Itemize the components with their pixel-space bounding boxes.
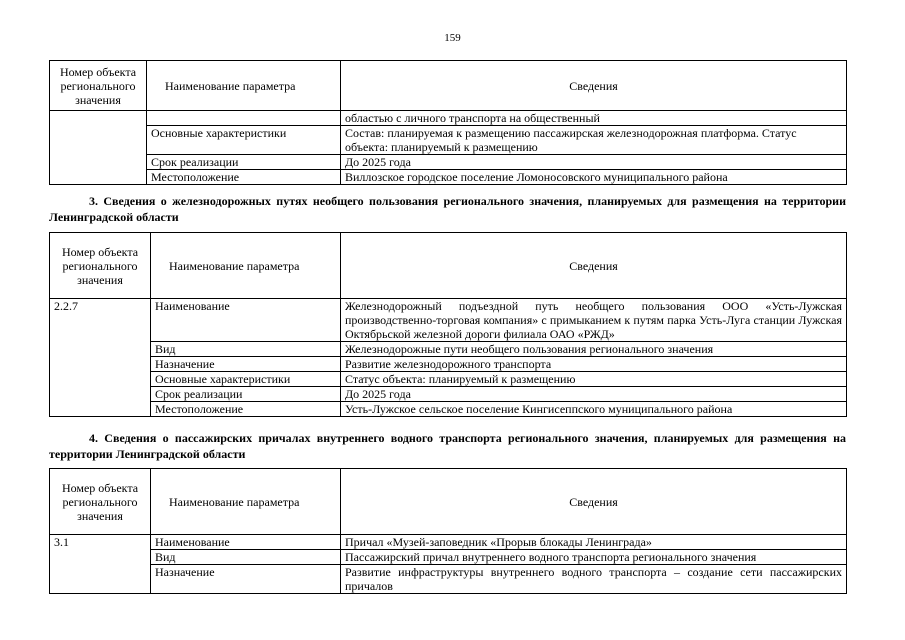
param-cell: Местоположение — [147, 170, 341, 185]
header-object-number: Номер объекта регионального значения — [50, 233, 151, 299]
param-cell: Срок реализации — [151, 387, 341, 402]
table-header-row — [50, 61, 847, 111]
value-cell: До 2025 года — [341, 155, 847, 170]
param-cell-empty — [147, 111, 341, 126]
section-3-number: 3. — [89, 194, 98, 208]
table-header-row — [50, 233, 847, 299]
object-number-cell: 2.2.7 — [50, 299, 151, 417]
header-parameter-name: Наименование параметра — [147, 61, 341, 111]
section-4-title — [49, 430, 846, 462]
header-parameter-name: Наименование параметра — [151, 233, 341, 299]
param-cell: Основные характеристики — [151, 372, 341, 387]
table-row — [50, 342, 847, 357]
table-row — [50, 565, 847, 594]
header-parameter-name: Наименование параметра — [151, 469, 341, 535]
table-row — [50, 126, 847, 155]
value-cell: Железнодорожные пути необщего пользования регионального значения — [341, 342, 847, 357]
table-row — [50, 357, 847, 372]
header-details: Сведения — [341, 469, 847, 535]
section-4-heading: Сведения о пассажирских причалах внутреннего водного транспорта регионального значения, планируемых для размещения на территории Ленинградской области — [49, 431, 846, 461]
table-row — [50, 372, 847, 387]
value-cell: Виллозское городское поселение Ломоносовского муниципального района — [341, 170, 847, 185]
table-row — [50, 535, 847, 550]
param-cell: Назначение — [151, 565, 341, 594]
table-row — [50, 402, 847, 417]
section-3-heading: Сведения о железнодорожных путях необщего пользования регионального значения, планируемых для размещения на территории Ленинградской области — [49, 194, 847, 224]
value-cell: Развитие железнодорожного транспорта — [341, 357, 847, 372]
value-cell: Усть-Лужское сельское поселение Кингисеппского муниципального района — [341, 402, 847, 417]
param-cell: Наименование — [151, 299, 341, 342]
value-cell: Причал «Музей-заповедник «Прорыв блокады Ленинграда» — [341, 535, 847, 550]
value-cell: Состав: планируемая к размещению пассажирская железнодорожная платформа. Статус объекта: планируемый к размещению — [341, 126, 847, 155]
header-details: Сведения — [341, 233, 847, 299]
table-row — [50, 170, 847, 185]
param-cell: Срок реализации — [147, 155, 341, 170]
value-cell: областью с личного транспорта на общественный — [341, 111, 847, 126]
value-cell: До 2025 года — [341, 387, 847, 402]
param-cell: Вид — [151, 342, 341, 357]
table-row — [50, 299, 847, 342]
table-railway-tracks — [49, 232, 847, 417]
value-cell: Железнодорожный подъездной путь необщего пользования ООО «Усть-Лужская производственно-торговая компания» с примыканием к путям парка Усть-Луга станции Лужская Октябрьской железной дороги филиала ОАО «РЖД» — [341, 299, 847, 342]
header-details: Сведения — [341, 61, 847, 111]
param-cell: Местоположение — [151, 402, 341, 417]
param-cell: Вид — [151, 550, 341, 565]
value-cell: Пассажирский причал внутреннего водного транспорта регионального значения — [341, 550, 847, 565]
header-object-number: Номер объекта регионального значения — [50, 469, 151, 535]
header-object-number: Номер объекта регионального значения — [50, 61, 147, 111]
section-4-number: 4. — [89, 431, 98, 445]
table-railway-platform-continued — [49, 60, 847, 185]
object-number-cell — [50, 111, 147, 185]
table-row — [50, 387, 847, 402]
section-3-title — [49, 193, 846, 225]
table-row — [50, 550, 847, 565]
table-header-row — [50, 469, 847, 535]
table-row — [50, 111, 847, 126]
param-cell: Основные характеристики — [147, 126, 341, 155]
value-cell: Статус объекта: планируемый к размещению — [341, 372, 847, 387]
param-cell: Наименование — [151, 535, 341, 550]
table-passenger-piers — [49, 468, 847, 594]
value-cell: Развитие инфраструктуры внутреннего водного транспорта – создание сети пассажирских причалов — [341, 565, 847, 594]
param-cell: Назначение — [151, 357, 341, 372]
object-number-cell: 3.1 — [50, 535, 151, 594]
page-number: 159 — [444, 32, 461, 44]
table-row — [50, 155, 847, 170]
